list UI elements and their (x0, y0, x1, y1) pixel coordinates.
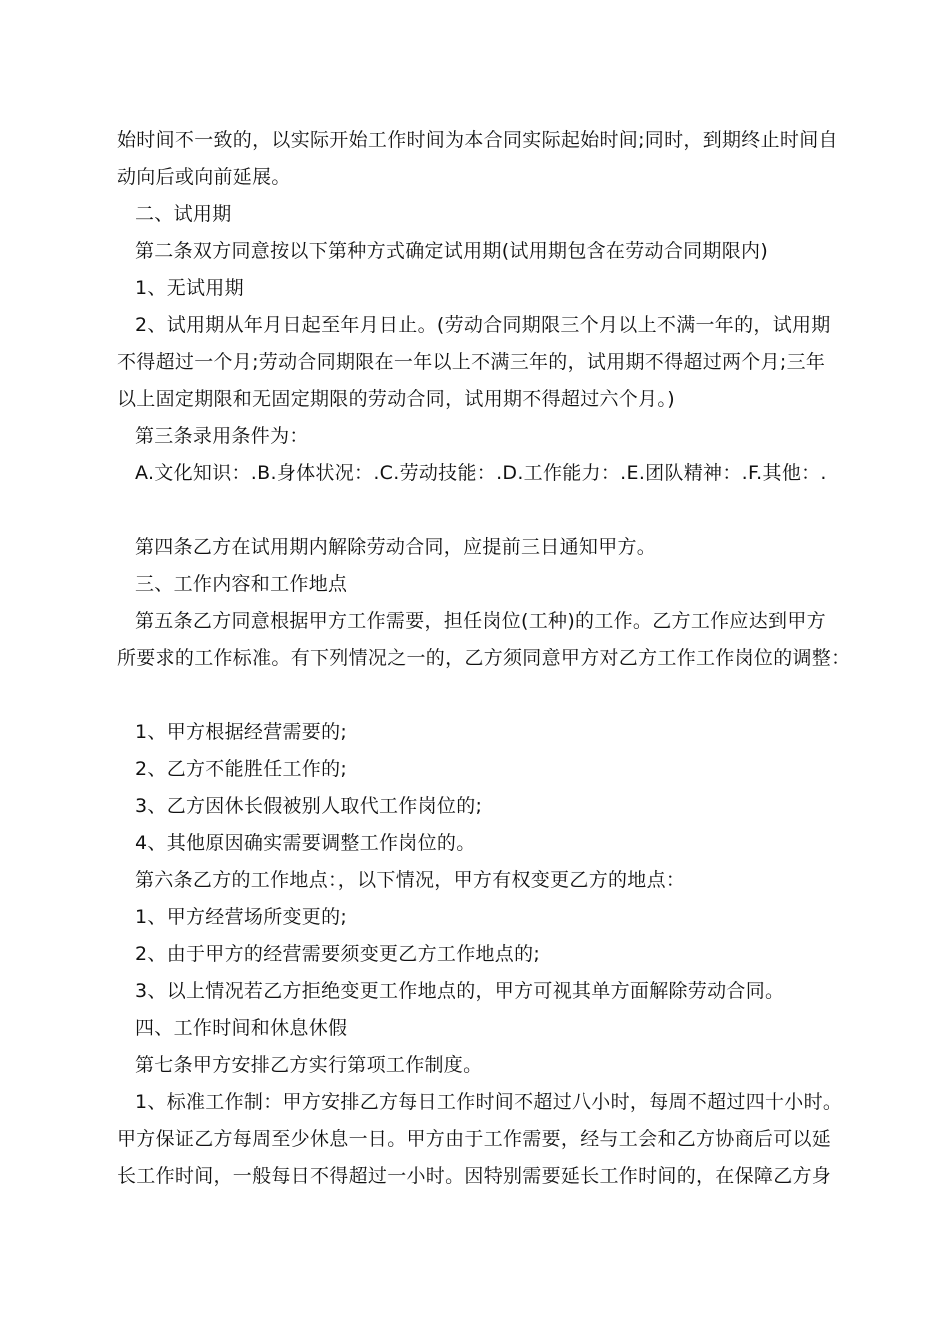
text-line: 以上固定期限和无固定期限的劳动合同，试用期不得超过六个月。) (117, 388, 675, 410)
list-item: 1、甲方根据经营需要的; (135, 721, 348, 743)
text-line: 不得超过一个月;劳动合同期限在一年以上不满三年的，试用期不得超过两个月;三年 (117, 351, 826, 373)
list-item: 1、甲方经营场所变更的; (135, 906, 348, 928)
list-item: 1、无试用期 (135, 277, 244, 299)
section-heading: 三、工作内容和工作地点 (135, 573, 348, 595)
list-item: 2、乙方不能胜任工作的; (135, 758, 348, 780)
article-line: 第七条甲方安排乙方实行第项工作制度。 (135, 1054, 483, 1076)
text-line: 始时间不一致的，以实际开始工作时间为本合同实际起始时间;同时，到期终止时间自 (117, 129, 838, 151)
list-item: 3、以上情况若乙方拒绝变更工作地点的，甲方可视其单方面解除劳动合同。 (135, 980, 785, 1002)
section-heading: 二、试用期 (135, 203, 232, 225)
article-line: 第三条录用条件为： (135, 425, 309, 447)
text-line: 长工作时间，一般每日不得超过一小时。因特别需要延长工作时间的，在保障乙方身 (117, 1165, 832, 1187)
list-item: 2、由于甲方的经营需要须变更乙方工作地点的; (135, 943, 541, 965)
list-item: 3、乙方因休长假被别人取代工作岗位的; (135, 795, 483, 817)
article-line: 第四条乙方在试用期内解除劳动合同，应提前三日通知甲方。 (135, 536, 657, 558)
list-item: 2、试用期从年月日起至年月日止。(劳动合同期限三个月以上不满一年的，试用期 (135, 314, 831, 336)
list-item: 1、标准工作制：甲方安排乙方每日工作时间不超过八小时，每周不超过四十小时。 (135, 1091, 843, 1113)
text-line: 动向后或向前延展。 (117, 166, 291, 188)
text-line: 甲方保证乙方每周至少休息一日。甲方由于工作需要，经与工会和乙方协商后可以延 (117, 1128, 832, 1150)
conditions-line: A.文化知识：.B.身体状况：.C.劳动技能：.D.工作能力：.E.团队精神：.F.其他：. (135, 462, 827, 484)
section-heading: 四、工作时间和休息休假 (135, 1017, 348, 1039)
text-line: 所要求的工作标准。有下列情况之一的，乙方须同意甲方对乙方工作工作岗位的调整： (117, 647, 851, 669)
list-item: 4、其他原因确实需要调整工作岗位的。 (135, 832, 476, 854)
article-line: 第五条乙方同意根据甲方工作需要，担任岗位(工种)的工作。乙方工作应达到甲方 (135, 610, 826, 632)
article-line: 第六条乙方的工作地点：，以下情况，甲方有权变更乙方的地点： (135, 869, 686, 891)
article-line: 第二条双方同意按以下第种方式确定试用期(试用期包含在劳动合同期限内) (135, 240, 769, 262)
